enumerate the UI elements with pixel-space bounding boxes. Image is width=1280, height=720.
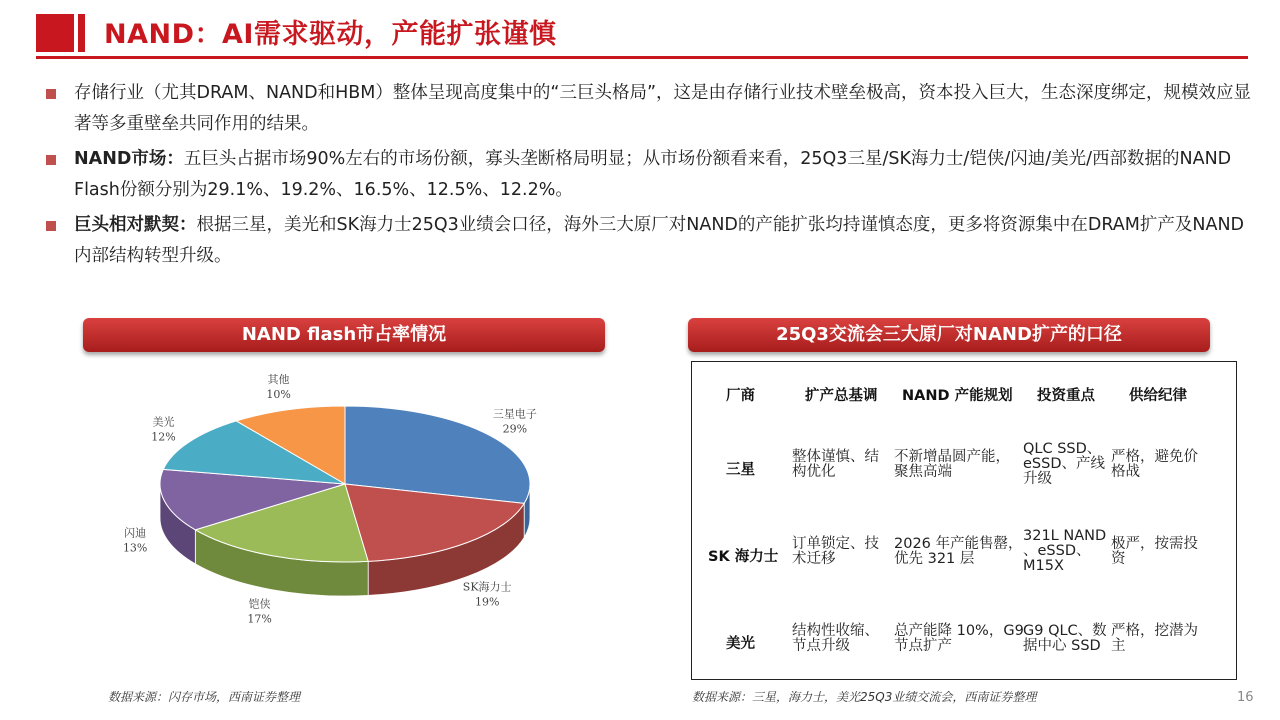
bullet-list [44, 78, 1256, 276]
pie-label-name: 三星电子 [492, 407, 537, 421]
bullet-square-icon [46, 89, 56, 99]
capacity-guidance-table [691, 361, 1237, 680]
table-cell-focus [1023, 624, 1107, 654]
bullet-text: 存储行业（尤其DRAM、NAND和HBM）整体呈现高度集中的“三巨头格局”，这是由存储行业技术壁垒极高，资本投入巨大，生态深度绑定，规模效应显著等多重壁垒共同作用的结果。 [74, 83, 1252, 134]
cell-line: 主 [1111, 638, 1126, 654]
cell-line: 321L NAND [1023, 528, 1107, 544]
pie-label-name: 闪迪 [124, 526, 147, 540]
cell-line: 不新增晶圆产能， [894, 449, 1010, 465]
pie-label-value: 17% [247, 612, 272, 626]
cell-line: 严格，避免价 [1111, 449, 1198, 465]
cell-line: 优先 321 层 [894, 551, 975, 567]
table-cell-discipline [1111, 624, 1198, 654]
right-panel-title: 25Q3交流会三大原厂对NAND扩产的口径 [688, 318, 1210, 352]
bullet-square-icon [46, 155, 56, 165]
cell-line: M15X [1023, 558, 1064, 574]
cell-line: 节点扩产 [894, 638, 952, 654]
table-header-tone: 扩产总基调 [805, 388, 878, 404]
cell-line: 、eSSD、 [1023, 543, 1091, 559]
cell-line: 总产能降 10%，G9 [894, 623, 1024, 639]
cell-line: 严格，挖潜为 [1111, 623, 1198, 639]
header-accent-block [36, 14, 74, 52]
cell-line: QLC SSD、 [1023, 441, 1102, 457]
table-cell-tone [792, 537, 879, 567]
header-accent-bar [78, 14, 85, 52]
table-cell-plan [894, 624, 1024, 654]
right-source-note: 数据来源：三星，海力士，美光25Q3业绩交流会，西南证券整理 [692, 690, 1037, 704]
table-cell-discipline [1111, 450, 1198, 480]
pie-label-name: SK海力士 [462, 580, 512, 594]
cell-line: 订单锁定、技 [792, 536, 879, 552]
cell-line: eSSD、产线 [1023, 456, 1105, 472]
table-cell-focus [1023, 529, 1106, 574]
left-panel-title: NAND flash市占率情况 [83, 318, 605, 352]
bullet-square-icon [46, 221, 56, 231]
table-row-vendor: 三星 [726, 462, 755, 478]
bullet-text: 五巨头占据市场90%左右的市场份额，寡头垄断格局明显；从市场份额看来看，25Q3三星/SK海力士/铠侠/闪迪/美光/西部数据的NAND Flash份额分别为29.1%、19.2%、16.5%、12.5%、12.2%。 [74, 149, 1232, 200]
bullet-item [44, 210, 1256, 272]
cell-line: 升级 [1023, 471, 1052, 487]
table-cell-plan [894, 537, 1023, 567]
header-divider [36, 56, 1248, 59]
pie-label-name: 其他 [267, 372, 290, 386]
table-cell-plan [894, 450, 1010, 480]
table-cell-discipline [1111, 537, 1198, 567]
cell-line: 聚焦高端 [894, 464, 952, 480]
pie-label-value: 29% [502, 422, 528, 436]
cell-line: 据中心 SSD [1023, 638, 1101, 654]
table-header-discipline: 供给纪律 [1129, 388, 1187, 404]
pie-chart [100, 362, 600, 662]
table-row-vendor: SK 海力士 [708, 549, 779, 565]
pie-label-name: 铠侠 [248, 597, 271, 611]
pie-label-name: 美光 [152, 415, 175, 429]
table-row-vendor: 美光 [726, 636, 755, 652]
pie-label-value: 12% [151, 430, 176, 444]
bullet-item [44, 78, 1256, 140]
bullet-item [44, 144, 1256, 206]
page-number: 16 [1237, 690, 1254, 705]
cell-line: 整体谨慎、结 [792, 449, 879, 465]
cell-line: 极严，按需投 [1111, 536, 1198, 552]
cell-line: 资 [1111, 551, 1126, 567]
cell-line: 格战 [1111, 464, 1140, 480]
left-source-note: 数据来源：闪存市场，西南证券整理 [108, 690, 301, 704]
table-cell-tone [792, 624, 879, 654]
table-header-plan: NAND 产能规划 [902, 388, 1013, 404]
page-title: NAND：AI需求驱动，产能扩张谨慎 [104, 19, 557, 50]
cell-line: 构优化 [792, 464, 836, 480]
cell-line: G9 QLC、数 [1023, 623, 1107, 639]
pie-label-value: 10% [266, 387, 291, 401]
table-header-focus: 投资重点 [1037, 388, 1095, 404]
cell-line: 2026 年产能售罄， [894, 536, 1023, 552]
pie-label-value: 13% [122, 541, 148, 555]
bullet-text: 根据三星，美光和SK海力士25Q3业绩会口径，海外三大原厂对NAND的产能扩张均持谨慎态度，更多将资源集中在DRAM扩产及NAND内部结构转型升级。 [74, 215, 1245, 266]
bullet-bold-lead: NAND市场： [74, 149, 184, 169]
bullet-bold-lead: 巨头相对默契： [74, 215, 197, 235]
cell-line: 术迁移 [792, 551, 836, 567]
cell-line: 结构性收缩、 [792, 623, 879, 639]
pie-label-value: 19% [474, 595, 500, 609]
table-cell-tone [792, 450, 879, 480]
table-header-vendor: 厂商 [726, 388, 755, 404]
cell-line: 节点升级 [792, 638, 850, 654]
table-cell-focus [1023, 442, 1105, 487]
